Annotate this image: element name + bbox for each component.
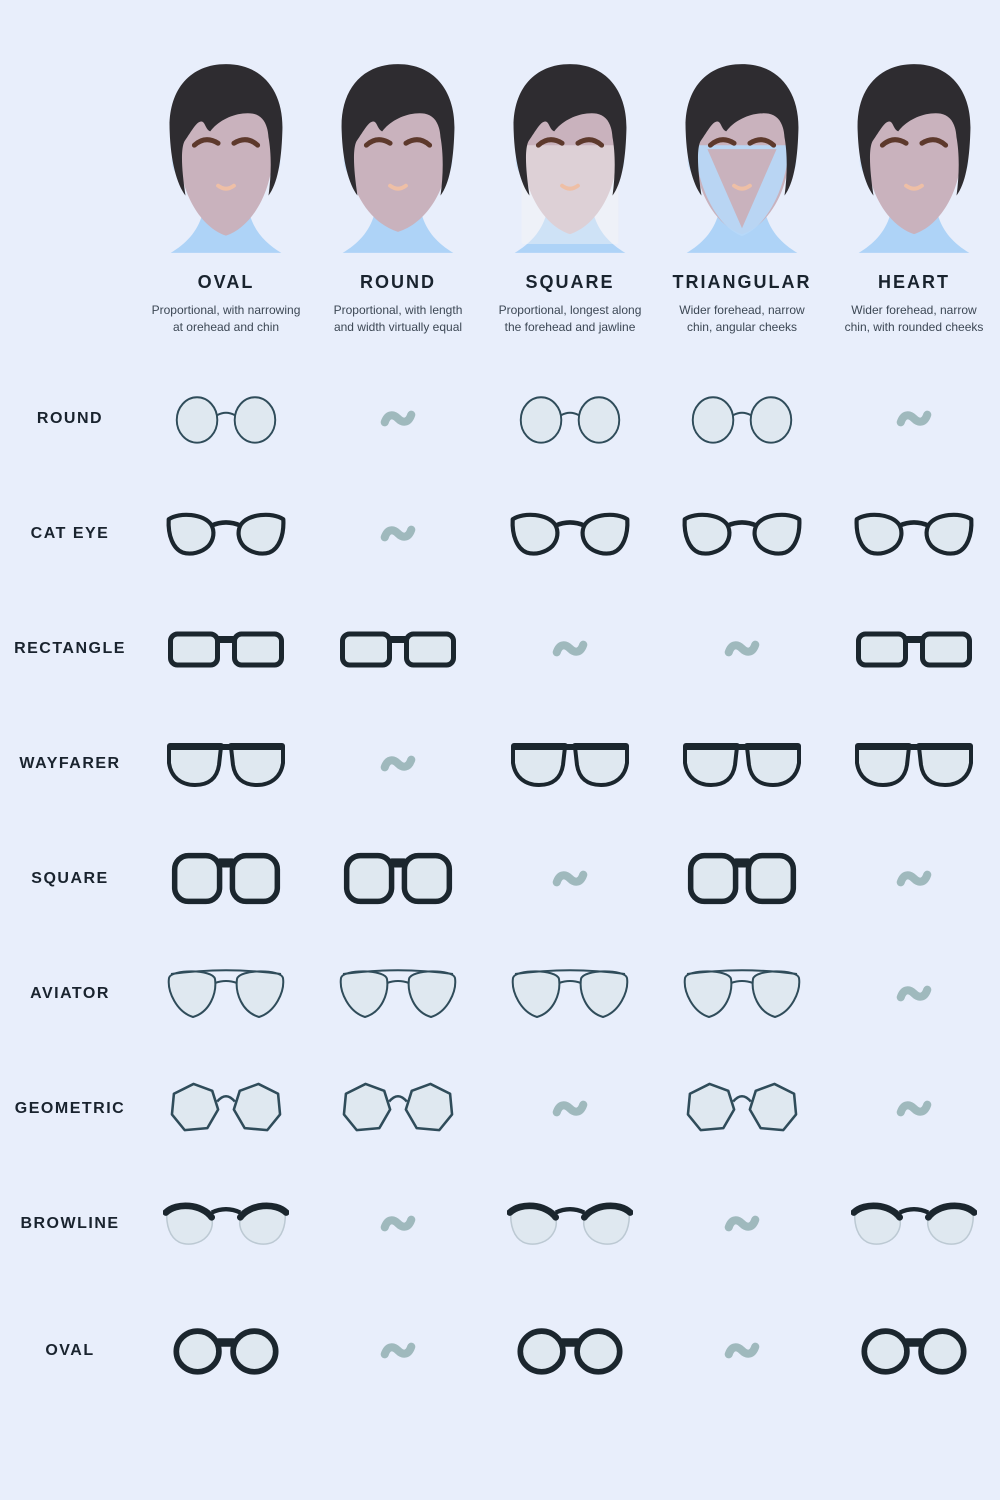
glasses-row-oval xyxy=(0,1293,1000,1408)
row-label-aviator: AVIATOR xyxy=(30,984,110,1002)
tilde-icon xyxy=(380,406,416,431)
wayfarer-glasses-icon xyxy=(509,739,631,789)
wayfarer-glasses-icon xyxy=(165,739,287,789)
square-glasses-icon xyxy=(343,851,453,906)
round-glasses-icon xyxy=(686,391,798,447)
face-shape-description-heart: Wider forehead, narrow chin, with rounded cheeks xyxy=(844,303,984,334)
square-glasses-icon xyxy=(171,851,281,906)
row-label-oval: OVAL xyxy=(45,1341,95,1359)
browline-glasses-icon xyxy=(163,1198,289,1250)
browline-glasses-icon xyxy=(507,1198,633,1250)
tilde-icon xyxy=(724,636,760,661)
face-shape-name-triangular: TRIANGULAR xyxy=(672,272,812,292)
compatibility-matrix xyxy=(0,361,1000,1408)
row-label-browline: BROWLINE xyxy=(20,1214,120,1232)
face-column-square xyxy=(484,58,656,335)
aviator-glasses-icon xyxy=(336,965,460,1023)
glasses-row-rectangle xyxy=(0,591,1000,706)
cat-eye-glasses-icon xyxy=(681,509,803,559)
tilde-icon xyxy=(380,1338,416,1363)
tilde-icon xyxy=(896,406,932,431)
aviator-glasses-icon xyxy=(508,965,632,1023)
aviator-glasses-icon xyxy=(164,965,288,1023)
glasses-row-geometric xyxy=(0,1051,1000,1166)
square-glasses-icon xyxy=(687,851,797,906)
rectangle-glasses-icon xyxy=(855,625,973,673)
tilde-icon xyxy=(896,1096,932,1121)
face-shape-name-round: ROUND xyxy=(360,272,436,292)
cat-eye-glasses-icon xyxy=(853,509,975,559)
geometric-glasses-icon xyxy=(165,1080,287,1137)
face-column-heart xyxy=(828,58,1000,335)
browline-glasses-icon xyxy=(851,1198,977,1250)
oval-glasses-icon xyxy=(859,1324,969,1377)
face-shape-header-row xyxy=(0,0,1000,335)
round-face-icon xyxy=(314,58,482,266)
cat-eye-glasses-icon xyxy=(165,509,287,559)
round-glasses-icon xyxy=(514,391,626,447)
wayfarer-glasses-icon xyxy=(681,739,803,789)
glasses-row-wayfarer xyxy=(0,706,1000,821)
face-shape-name-oval: OVAL xyxy=(197,272,255,292)
wayfarer-glasses-icon xyxy=(853,739,975,789)
row-label-wayfarer: WAYFARER xyxy=(19,754,121,772)
glasses-row-aviator xyxy=(0,936,1000,1051)
row-label-rectangle: RECTANGLE xyxy=(14,639,126,657)
face-column-oval xyxy=(140,58,312,335)
geometric-glasses-icon xyxy=(337,1080,459,1137)
tilde-icon xyxy=(724,1211,760,1236)
glasses-row-cat-eye xyxy=(0,476,1000,591)
oval-face-icon xyxy=(142,58,310,266)
tilde-icon xyxy=(896,981,932,1006)
triangular-face-icon xyxy=(658,58,826,266)
glasses-row-square xyxy=(0,821,1000,936)
row-label-square: SQUARE xyxy=(31,869,109,887)
heart-face-icon xyxy=(830,58,998,266)
row-label-cat-eye: CAT EYE xyxy=(30,524,110,542)
tilde-icon xyxy=(380,751,416,776)
face-shape-description-triangular: Wider forehead, narrow chin, angular cheeks xyxy=(679,303,805,334)
round-glasses-icon xyxy=(170,391,282,447)
face-column-triangular xyxy=(656,58,828,335)
row-label-geometric: GEOMETRIC xyxy=(14,1099,126,1117)
rectangle-glasses-icon xyxy=(167,625,285,673)
face-shape-name-square: SQUARE xyxy=(525,272,615,292)
face-shape-description-round: Proportional, with length and width virtually equal xyxy=(333,303,463,334)
tilde-icon xyxy=(380,521,416,546)
face-shape-name-heart: HEART xyxy=(878,272,950,292)
geometric-glasses-icon xyxy=(681,1080,803,1137)
tilde-icon xyxy=(380,1211,416,1236)
glasses-row-browline xyxy=(0,1166,1000,1281)
square-face-icon xyxy=(486,58,654,266)
face-shape-description-oval: Proportional, with narrowing at orehead and chin xyxy=(151,303,301,334)
glasses-row-round xyxy=(0,361,1000,476)
oval-glasses-icon xyxy=(171,1324,281,1377)
row-label-round: ROUND xyxy=(36,409,104,427)
tilde-icon xyxy=(552,636,588,661)
cat-eye-glasses-icon xyxy=(509,509,631,559)
rectangle-glasses-icon xyxy=(339,625,457,673)
tilde-icon xyxy=(896,866,932,891)
tilde-icon xyxy=(552,866,588,891)
face-shape-description-square: Proportional, longest along the forehead and jawline xyxy=(498,303,642,334)
header-spacer xyxy=(0,58,140,335)
oval-glasses-icon xyxy=(515,1324,625,1377)
aviator-glasses-icon xyxy=(680,965,804,1023)
face-column-round xyxy=(312,58,484,335)
tilde-icon xyxy=(724,1338,760,1363)
tilde-icon xyxy=(552,1096,588,1121)
